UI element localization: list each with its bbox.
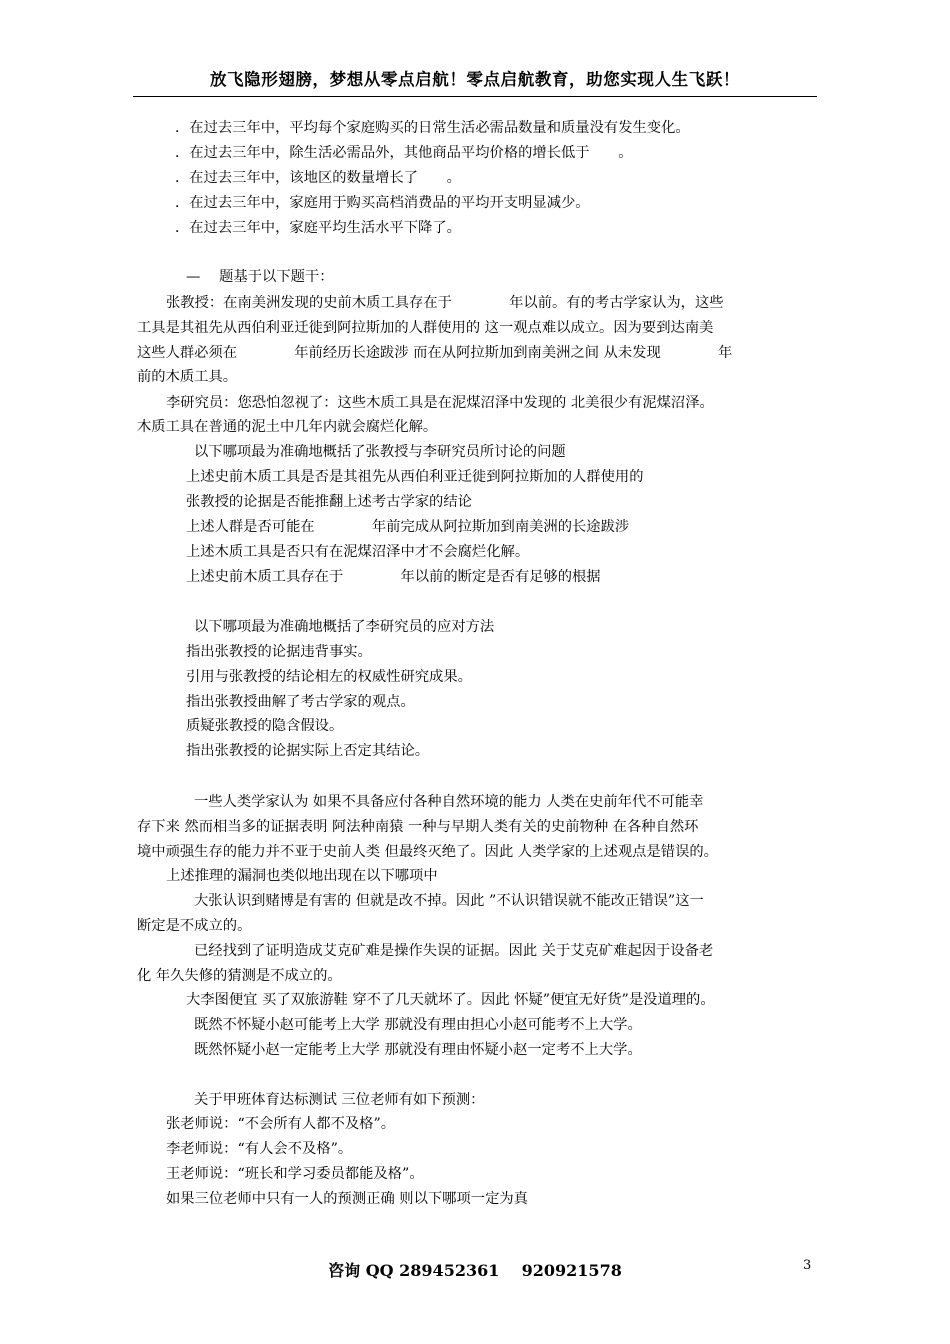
option-line: ．在过去三年中，平均每个家庭购买的日常生活必需品数量和质量没有发生变化。 (175, 120, 690, 136)
answer-option: 上述人群是否可能在 年前完成从阿拉斯加到南美洲的长途跋涉 (186, 519, 630, 535)
answer-option: 既然怀疑小赵一定能考上大学 那就没有理由怀疑小赵一定考不上大学。 (194, 1042, 642, 1058)
answer-option: 已经找到了证明造成艾克矿难是操作失误的证据。因此 关于艾克矿难起因于设备老 (194, 943, 714, 959)
answer-option: 化 年久失修的猜测是不成立的。 (137, 968, 342, 984)
answer-option: 断定是不成立的。 (137, 918, 252, 934)
stem-line: 前的木质工具。 (137, 369, 238, 385)
option-line: ．在过去三年中，家庭平均生活水平下降了。 (175, 220, 461, 236)
page-number: 3 (803, 1258, 812, 1273)
stem-line: 工具是其祖先从西伯利亚迁徙到阿拉斯加的人群使用的 这一观点难以成立。因为要到达南美 (137, 320, 714, 336)
question-text: 上述推理的漏洞也类似地出现在以下哪项中 (166, 868, 438, 884)
question-text: 以下哪项最为准确地概括了张教授与李研究员所讨论的问题 (194, 444, 566, 460)
question-text: 如果三位老师中只有一人的预测正确 则以下哪项一定为真 (166, 1191, 528, 1207)
answer-option: 指出张教授曲解了考古学家的观点。 (186, 694, 415, 710)
stem-line: 境中顽强生存的能力并不亚于史前人类 但最终灭绝了。因此 人类学家的上述观点是错误的。 (137, 844, 718, 860)
stem-line: 这些人群必须在 年前经历长途跋涉 而在从阿拉斯加到南美洲之间 从未发现 年 (137, 345, 733, 361)
stem-line: 木质工具在普通的泥土中几年内就会腐烂化解。 (137, 419, 438, 435)
answer-option: 张教授的论据是否能推翻上述考古学家的结论 (186, 494, 472, 510)
answer-option: 指出张教授的论据违背事实。 (186, 644, 372, 660)
answer-option: 大张认识到赌博是有害的 但就是改不掉。因此 ”不认识错误就不能改正错误”这一 (194, 893, 704, 909)
answer-option: 大李图便宜 买了双旅游鞋 穿不了几天就坏了。因此 怀疑”便宜无好货”是没道理的。 (186, 992, 715, 1008)
stem-line: 张教授：在南美洲发现的史前木质工具存在于 年以前。有的考古学家认为，这些 (166, 295, 724, 311)
answer-option: 质疑张教授的隐含假设。 (186, 718, 344, 734)
option-line: ．在过去三年中，家庭用于购买高档消费品的平均开支明显减少。 (175, 195, 590, 211)
option-line: ．在过去三年中，该地区的数量增长了 。 (175, 170, 461, 186)
footer-contact: 咨询 QQ 289452361 920921578 (328, 1261, 622, 1280)
statement-line: 李老师说：“有人会不及格”。 (166, 1141, 353, 1157)
stem-line: 存下来 然而相当多的证据表明 阿法种南猿 一种与早期人类有关的史前物种 在各种自然环 (137, 819, 699, 835)
question-group-intro: — 题基于以下题干： (186, 269, 334, 285)
page-header: 放飞隐形翅膀，梦想从零点启航！零点启航教育，助您实现人生飞跃！ (209, 70, 741, 89)
stem-line: 李研究员：您恐怕忽视了：这些木质工具是在泥煤沼泽中发现的 北美很少有泥煤沼泽。 (166, 395, 714, 411)
statement-line: 王老师说：“班长和学习委员都能及格”。 (166, 1166, 424, 1182)
question-intro: 关于甲班体育达标测试 三位老师有如下预测： (194, 1092, 485, 1108)
stem-line: 一些人类学家认为 如果不具备应付各种自然环境的能力 人类在史前年代不可能幸 (194, 794, 704, 810)
answer-option: 引用与张教授的结论相左的权威性研究成果。 (186, 669, 472, 685)
answer-option: 上述木质工具是否只有在泥煤沼泽中才不会腐烂化解。 (186, 544, 530, 560)
option-line: ．在过去三年中，除生活必需品外，其他商品平均价格的增长低于 。 (175, 145, 633, 161)
answer-option: 上述史前木质工具是否是其祖先从西伯利亚迁徙到阿拉斯加的人群使用的 (186, 469, 644, 485)
answer-option: 既然不怀疑小赵可能考上大学 那就没有理由担心小赵可能考不上大学。 (194, 1017, 642, 1033)
statement-line: 张老师说：“不会所有人都不及格”。 (166, 1116, 396, 1132)
answer-option: 指出张教授的论据实际上否定其结论。 (186, 743, 430, 759)
answer-option: 上述史前木质工具存在于 年以前的断定是否有足够的根据 (186, 569, 601, 585)
question-text: 以下哪项最为准确地概括了李研究员的应对方法 (194, 619, 495, 635)
